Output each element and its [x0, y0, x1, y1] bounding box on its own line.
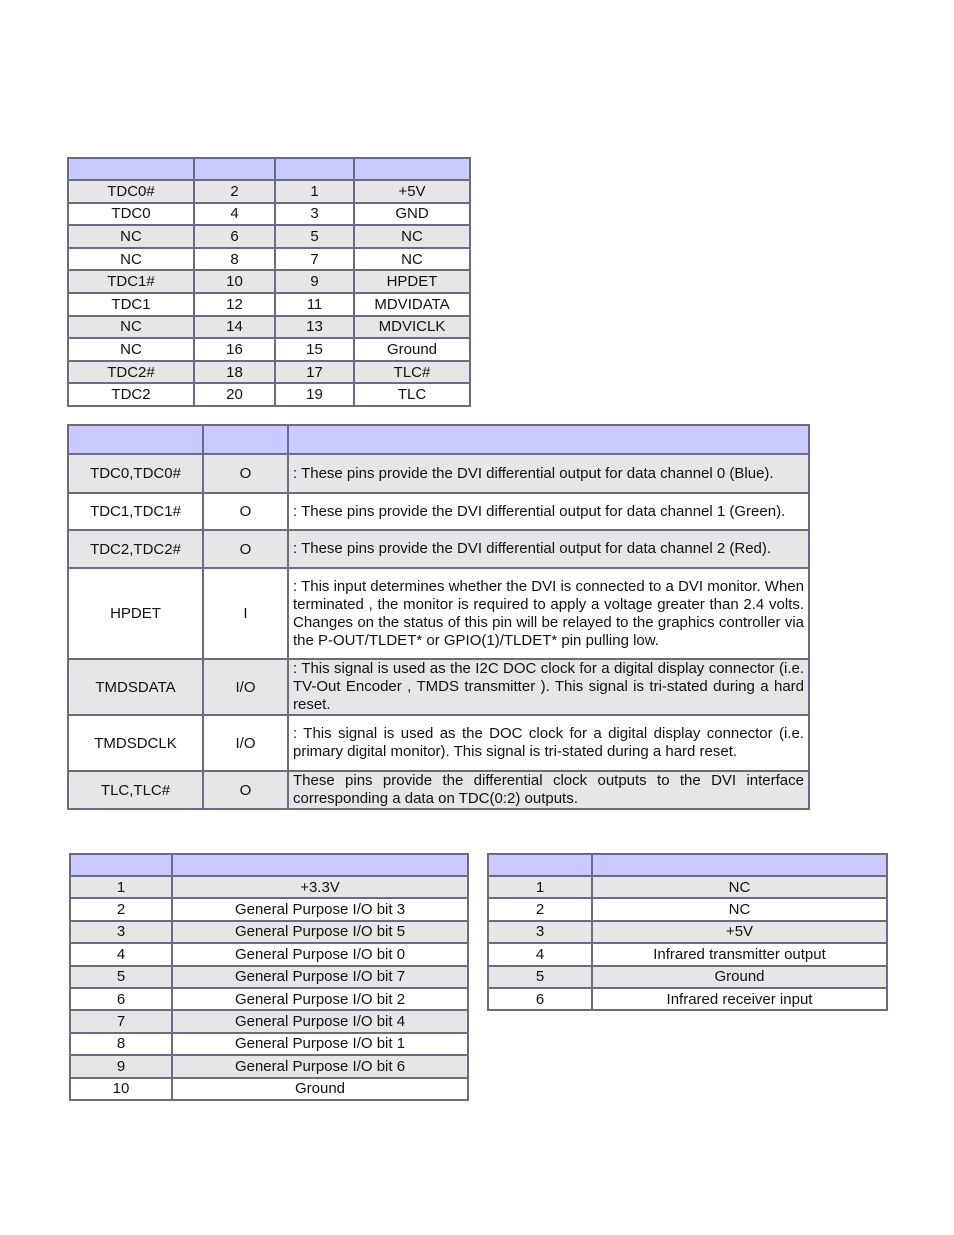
table-row: TDC2 20 19 TLC — [68, 383, 470, 406]
table-row: 4 Infrared transmitter output — [488, 943, 887, 965]
table-row: 6 Infrared receiver input — [488, 988, 887, 1010]
table-row: NC 8 7 NC — [68, 248, 470, 271]
table-row: 2 NC — [488, 898, 887, 920]
table-header-row — [68, 425, 809, 454]
signal-description: : This signal is used as the DOC clock for a digital display connector (i.e. primary digital monitor). This signal is tri-stated during a hard reset. — [288, 715, 809, 771]
signal-description: : This signal is used as the I2C DOC clock for a digital display connector (i.e. TV-Out Encoder , TMDS transmitter ). This signal is tri-stated during a hard reset. — [288, 659, 809, 715]
table-row: TLC,TLC# O These pins provide the differential clock outputs to the DVI interface corresponding a data on TDC(0:2) outputs. — [68, 771, 809, 809]
table-row: 9 General Purpose I/O bit 6 — [70, 1055, 468, 1077]
table-row: NC 16 15 Ground — [68, 338, 470, 361]
table-header-row — [488, 854, 887, 876]
table-row: 4 General Purpose I/O bit 0 — [70, 943, 468, 965]
table-header-row — [68, 158, 470, 180]
table-row: 8 General Purpose I/O bit 1 — [70, 1033, 468, 1055]
table-row: 1 +3.3V — [70, 876, 468, 898]
table-row: 5 Ground — [488, 966, 887, 988]
table-row: TDC0# 2 1 +5V — [68, 180, 470, 203]
table-row: 5 General Purpose I/O bit 7 — [70, 966, 468, 988]
table-row: 1 NC — [488, 876, 887, 898]
signal-description: : These pins provide the DVI differential output for data channel 0 (Blue). — [288, 454, 809, 493]
signal-description-table — [67, 424, 810, 810]
table-row: TMDSDCLK I/O : This signal is used as the DOC clock for a digital display connector (i.e. primary digital monitor). This signal is tri-stated during a hard reset. — [68, 715, 809, 771]
table-header-row — [70, 854, 468, 876]
gpio-pinout-table — [69, 853, 469, 1101]
table-row: TDC1 12 11 MDVIDATA — [68, 293, 470, 316]
table-row: NC 14 13 MDVICLK — [68, 316, 470, 339]
table-row: TDC2,TDC2# O : These pins provide the DVI differential output for data channel 2 (Red). — [68, 530, 809, 568]
table-row: 6 General Purpose I/O bit 2 — [70, 988, 468, 1010]
table-row: TMDSDATA I/O : This signal is used as the I2C DOC clock for a digital display connector (i.e. TV-Out Encoder , TMDS transmitter ). This signal is tri-stated during a hard reset. — [68, 659, 809, 715]
table-row: NC 6 5 NC — [68, 225, 470, 248]
table-row: 3 General Purpose I/O bit 5 — [70, 921, 468, 943]
signal-description: : This input determines whether the DVI is connected to a DVI monitor. When terminated , the monitor is required to apply a voltage greater than 2.4 volts. Changes on the status of this pin will be relayed to the graphics controller via the P-OUT/TLDET* or GPIO(1)/TLDET* pin pulling low. — [288, 568, 809, 659]
ir-pinout-table — [487, 853, 888, 1011]
table-row: TDC1# 10 9 HPDET — [68, 270, 470, 293]
table-row: HPDET I : This input determines whether the DVI is connected to a DVI monitor. When terminated , the monitor is required to apply a voltage greater than 2.4 volts. Changes on the status of this pin will be relayed to the graphics controller via the P-OUT/TLDET* or GPIO(1)/TLDET* pin pulling low. — [68, 568, 809, 659]
table-row: TDC0 4 3 GND — [68, 203, 470, 226]
table-row: TDC2# 18 17 TLC# — [68, 361, 470, 384]
signal-description: : These pins provide the DVI differential output for data channel 1 (Green). — [288, 493, 809, 530]
connector-pinout-table — [67, 157, 471, 407]
table-row: 3 +5V — [488, 921, 887, 943]
table-row: 7 General Purpose I/O bit 4 — [70, 1010, 468, 1032]
signal-description: These pins provide the differential clock outputs to the DVI interface corresponding a data on TDC(0:2) outputs. — [288, 771, 809, 809]
table-row: 2 General Purpose I/O bit 3 — [70, 898, 468, 920]
signal-description: : These pins provide the DVI differential output for data channel 2 (Red). — [288, 530, 809, 568]
table-row: 10 Ground — [70, 1078, 468, 1100]
table-row: TDC0,TDC0# O : These pins provide the DVI differential output for data channel 0 (Blue). — [68, 454, 809, 493]
table-row: TDC1,TDC1# O : These pins provide the DVI differential output for data channel 1 (Green). — [68, 493, 809, 530]
